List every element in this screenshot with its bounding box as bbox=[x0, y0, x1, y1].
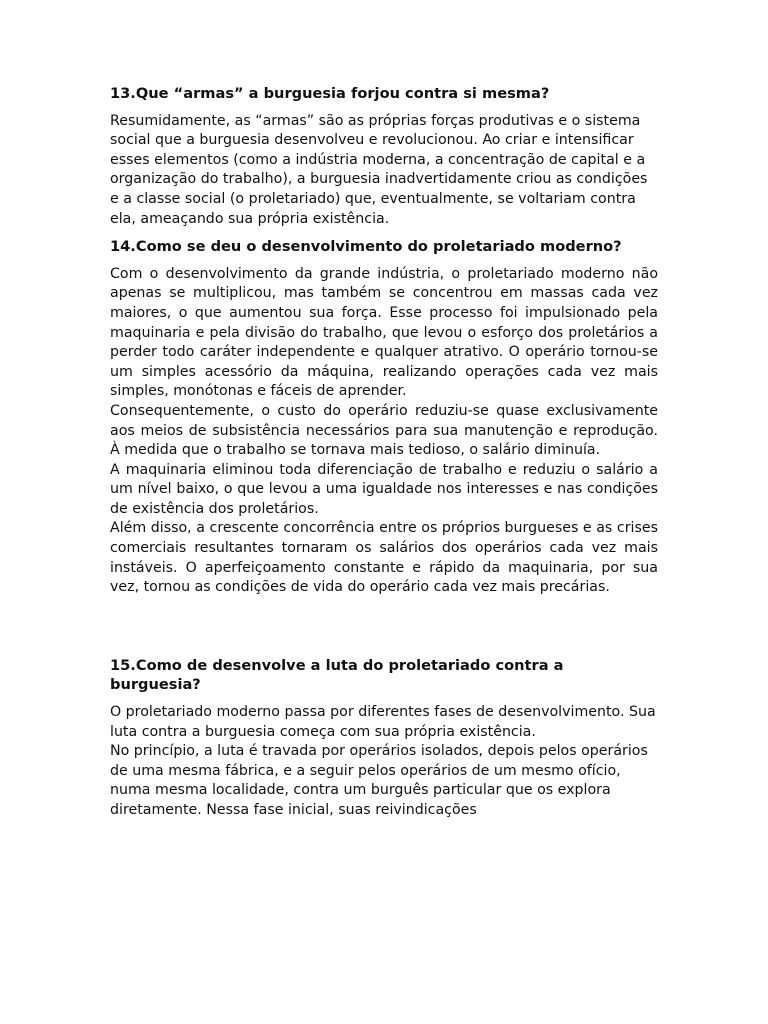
paragraph-15-1: O proletariado moderno passa por diferentes fases de desenvolvimento. Sua luta contra a burguesia começa com sua própria existência. bbox=[110, 704, 656, 740]
section-spacer bbox=[110, 598, 658, 656]
paragraph-14-3: A maquinaria eliminou toda diferenciação de trabalho e reduziu o salário a um nível baixo, o que levou a uma igualdade nos interesses e nas condições de existência dos proletários. bbox=[110, 461, 658, 517]
heading-15: 15.Como de desenvolve a luta do proletariado contra a burguesia? bbox=[110, 656, 564, 694]
paragraph-14-4: Além disso, a crescente concorrência entre os próprios burgueses e as crises comerciais resultantes tornaram os salários dos operários cada vez mais instáveis. O aperfeiçoamento constante e rápido da maquinaria, por sua vez, tornou as condições de vida do operário cada vez mais precárias. bbox=[110, 520, 658, 596]
paragraph-14-2: Consequentemente, o custo do operário reduziu-se quase exclusivamente aos meios de subsistência necessários para sua manutenção e reprodução. À medida que o trabalho se tornava mais tedioso, o salário diminuía. bbox=[110, 402, 658, 459]
paragraph-15-2: No princípio, a luta é travada por operários isolados, depois pelos operários de uma mesma fábrica, e a seguir pelos operários de um mesmo ofício, numa mesma localidade, contra um burguês particular que os explora diretamente. Nessa fase inicial, suas reivindicações bbox=[110, 743, 648, 818]
section-13 bbox=[110, 84, 658, 229]
paragraph-14-1: Com o desenvolvimento da grande indústria, o proletariado moderno não apenas se multiplicou, mas também se concentrou em massas cada vez maiores, o que aumentou sua força. Esse processo foi impulsionado pela maquinaria e pela divisão do trabalho, que levou o esforço dos proletários a perder todo caráter independente e qualquer atrativo. O operário tornou-se um simples acessório da máquina, realizando operações cada vez mais simples, monótonas e fáceis de aprender. bbox=[110, 265, 658, 400]
heading-13: 13.Que “armas” a burguesia forjou contra si mesma? bbox=[110, 85, 550, 102]
heading-14: 14.Como se deu o desenvolvimento do proletariado moderno? bbox=[110, 238, 622, 256]
section-14 bbox=[110, 237, 658, 598]
paragraph-13-1: Resumidamente, as “armas” são as próprias forças produtivas e o sistema social que a burguesia desenvolveu e revolucionou. Ao criar e intensificar esses elementos (como a indústria moderna, a concentração de capital e a organização do trabalho), a burguesia inadvertidamente criou as condições e a classe social (o proletariado) que, eventualmente, se voltariam contra ela, ameaçando sua própria existência. bbox=[110, 112, 648, 227]
section-15 bbox=[110, 656, 658, 821]
document-page bbox=[110, 84, 658, 821]
